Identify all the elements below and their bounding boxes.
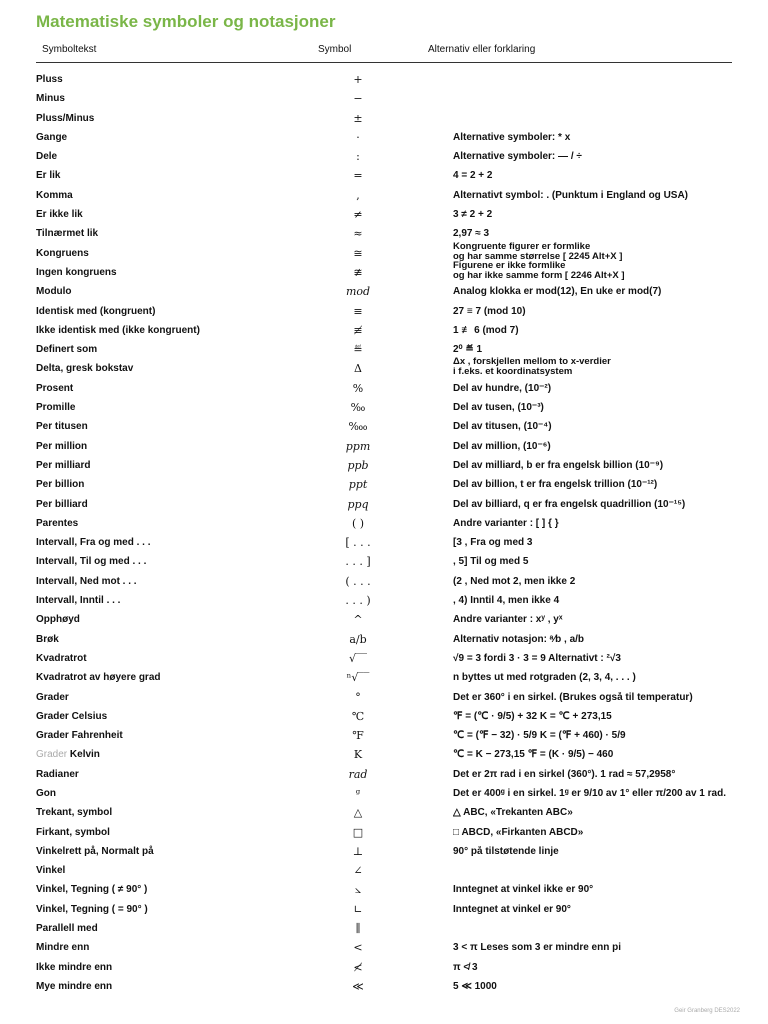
symbol-explanation: □ ABCD, «Firkanten ABCD» [453, 826, 584, 838]
symbol-glyph: ppm [345, 439, 371, 453]
symbol-glyph: △ [353, 806, 363, 820]
table-row [0, 322, 768, 341]
symbol-explanation: 5 ≪ 1000 [453, 980, 497, 992]
symbol-name: Kongruens [36, 247, 89, 259]
symbol-name: Ikke mindre enn [36, 961, 113, 973]
footer-credit: Geir Granberg DES2022 [674, 1008, 740, 1014]
symbol-name: Per milliard [36, 459, 91, 471]
symbol-explanation: Analog klokka er mod(12), En uke er mod(7) [453, 286, 662, 298]
symbol-glyph: ⦣ [354, 883, 362, 897]
symbol-name: Ikke identisk med (ikke kongruent) [36, 324, 200, 336]
symbol-glyph: % [352, 381, 364, 395]
symbol-name: Brøk [36, 633, 59, 645]
symbol-explanation: 1 ≢ 6 (mod 7) [453, 324, 519, 336]
symbol-name: Delta, gresk bokstav [36, 363, 134, 375]
symbol-explanation: Del av billion, t er fra engelsk trillion (10⁻¹²) [453, 479, 658, 491]
table-row [0, 669, 768, 688]
table-row [0, 843, 768, 862]
symbol-name: Grader Fahrenheit [36, 730, 123, 742]
symbol-explanation: Del av titusen, (10⁻⁴) [453, 421, 552, 433]
symbol-name: Trekant, symbol [36, 807, 113, 819]
symbol-name: Per billion [36, 479, 85, 491]
symbol-glyph: ppq [347, 497, 369, 511]
table-row [0, 939, 768, 958]
symbol-glyph: ( . . . [345, 574, 371, 588]
table-header [0, 40, 768, 62]
table-row [0, 631, 768, 650]
symbol-explanation: 2⁰ ≝ 1 [453, 344, 483, 356]
symbol-glyph: ≈ [353, 227, 363, 241]
symbol-explanation: Andre varianter : xʸ , yˣ [453, 614, 563, 626]
symbol-name: Grader Celsius [36, 710, 108, 722]
symbol-explanation: 3 ≠ 2 + 2 [453, 209, 493, 221]
symbol-glyph: rad [348, 767, 368, 781]
symbol-glyph: ‱ [348, 420, 368, 434]
symbol-glyph: ≅ [353, 246, 363, 260]
symbol-glyph: ‰ [350, 401, 366, 415]
symbol-explanation: Alternative symboler: — / ÷ [453, 151, 582, 163]
symbol-explanation: Andre varianter : [ ] { } [453, 517, 559, 529]
symbol-explanation: Del av tusen, (10⁻³) [453, 402, 544, 414]
symbol-explanation: Alternativ notasjon: ᵃ⁄b , a/b [453, 633, 585, 645]
symbol-glyph: ≪ [352, 979, 364, 993]
symbol-glyph: ∟ [353, 902, 363, 916]
table-row [0, 611, 768, 630]
symbol-name: Mindre enn [36, 942, 90, 954]
table-row [0, 187, 768, 206]
symbol-explanation: 3 < π Leses som 3 er mindre enn pi [453, 942, 621, 954]
symbol-explanation: Det er 360° i en sirkel. (Brukes også til temperatur) [453, 691, 693, 703]
table-row [0, 534, 768, 553]
table-row [0, 283, 768, 302]
symbol-glyph: + [353, 73, 363, 86]
symbol-glyph: − [353, 92, 363, 106]
table-row [0, 766, 768, 785]
table-row [0, 476, 768, 495]
table-row [0, 959, 768, 978]
symbol-glyph: , [356, 188, 360, 202]
header-divider [36, 62, 732, 63]
symbol-explanation: Del av billiard, q er fra engelsk quadrillion (10⁻¹⁵) [453, 498, 686, 510]
symbol-glyph: ∥ [355, 922, 361, 936]
symbol-name: Parallell med [36, 923, 98, 935]
table-row [0, 785, 768, 804]
table-row [0, 727, 768, 746]
symbol-glyph: a/b [349, 632, 367, 646]
symbol-explanation: △ ABC, «Trekanten ABC» [453, 807, 573, 819]
table-row [0, 592, 768, 611]
symbol-explanation: Del av hundre, (10⁻²) [453, 382, 552, 394]
symbol-glyph: ≮ [353, 960, 363, 974]
symbol-explanation: Δx , forskjellen mellom to x-verdier i f.eks. et koordinatsystem [453, 357, 611, 378]
symbol-name: Er lik [36, 170, 61, 182]
symbol-glyph: ≡ [353, 304, 363, 318]
table-row [0, 978, 768, 997]
table-row [0, 515, 768, 534]
symbol-explanation: (2 , Ned mot 2, men ikke 2 [453, 575, 576, 587]
symbol-name: Vinkelrett på, Normalt på [36, 845, 154, 857]
table-row [0, 804, 768, 823]
table-row [0, 399, 768, 418]
symbol-explanation: [3 , Fra og med 3 [453, 537, 533, 549]
symbol-explanation: Alternative symboler: * x [453, 131, 571, 143]
table-row [0, 303, 768, 322]
symbol-explanation: Inntegnet at vinkel ikke er 90° [453, 884, 594, 896]
symbol-glyph: mod [345, 285, 371, 299]
symbol-explanation: 2,97 ≈ 3 [453, 228, 490, 240]
symbol-explanation: ℃ = K − 273,15 ℉ = (K · 9/5) − 460 [453, 749, 614, 761]
symbol-glyph: [ . . . [345, 536, 371, 550]
symbol-name: Gange [36, 131, 68, 143]
symbol-glyph: < [353, 941, 363, 955]
symbol-explanation: Kongruente figurer er formlike og har samme størrelse [ 2245 Alt+X ] [453, 241, 623, 262]
symbol-glyph: ∠ [353, 864, 363, 878]
table-row [0, 573, 768, 592]
symbol-explanation: √9 = 3 fordi 3 · 3 = 9 Alternativt : ²√3 [453, 652, 621, 664]
symbol-name: Kvadratrot av høyere grad [36, 672, 161, 684]
table-row [0, 708, 768, 727]
table-row [0, 901, 768, 920]
table-row [0, 881, 768, 900]
table-row [0, 689, 768, 708]
symbol-name: Per titusen [36, 421, 88, 433]
symbol-glyph: · [356, 130, 360, 144]
table-row [0, 418, 768, 437]
symbol-name: Definert som [36, 344, 98, 356]
table-row [0, 496, 768, 515]
symbol-explanation: n byttes ut med rotgraden (2, 3, 4, . . . ) [453, 672, 636, 684]
table-row [0, 650, 768, 669]
symbol-glyph: ⊥ [352, 844, 364, 858]
symbol-name: Opphøyd [36, 614, 80, 626]
table-row [0, 206, 768, 225]
symbol-explanation: , 4) Inntil 4, men ikke 4 [453, 595, 560, 607]
table-row [0, 438, 768, 457]
symbol-name: Per million [36, 440, 88, 452]
symbol-name: Intervall, Ned mot . . . [36, 575, 137, 587]
symbol-name: Komma [36, 189, 73, 201]
symbol-explanation: π ≮ 3 [453, 961, 478, 973]
table-row [0, 746, 768, 765]
symbol-explanation: 4 = 2 + 2 [453, 170, 493, 182]
symbol-name: Grader Kelvin [36, 749, 100, 761]
symbol-glyph: ⁿ√‾‾ [346, 671, 370, 685]
symbol-glyph: √‾‾ [348, 651, 367, 665]
symbol-glyph: K [353, 748, 363, 762]
table-row [0, 457, 768, 476]
symbol-glyph: Δ [354, 362, 362, 376]
symbol-table [0, 71, 768, 997]
symbol-glyph: : [356, 150, 360, 164]
symbol-explanation: Det er 400ᵍ i en sirkel. 1ᵍ er 9/10 av 1° eller π/200 av 1 rad. [453, 787, 726, 799]
symbol-explanation: ℉ = (℃ · 9/5) + 32 K = ℃ + 273,15 [453, 710, 612, 722]
table-row [0, 260, 768, 283]
symbol-glyph: □ [352, 825, 364, 839]
symbol-name: Intervall, Inntil . . . [36, 595, 121, 607]
symbol-name: Identisk med (kongruent) [36, 305, 156, 317]
symbol-explanation: Del av milliard, b er fra engelsk billion (10⁻⁹) [453, 459, 664, 471]
page-title: Matematiske symboler og notasjoner [36, 12, 336, 31]
symbol-name: Kvadratrot [36, 652, 87, 664]
symbol-glyph: ℉ [352, 729, 364, 743]
symbol-name: Firkant, symbol [36, 826, 110, 838]
table-row [0, 824, 768, 843]
table-row [0, 129, 768, 148]
symbol-glyph: ( ) [351, 516, 365, 530]
symbol-name: Vinkel, Tegning ( ≠ 90° ) [36, 884, 148, 896]
table-row [0, 862, 768, 881]
symbol-glyph: ± [353, 111, 363, 125]
symbol-name: Modulo [36, 286, 72, 298]
table-row [0, 110, 768, 129]
symbol-name: Intervall, Fra og med . . . [36, 537, 151, 549]
symbol-name: Vinkel [36, 865, 66, 877]
symbol-glyph: ^ [353, 613, 363, 627]
table-row [0, 380, 768, 399]
table-row [0, 920, 768, 939]
table-row [0, 71, 768, 90]
symbol-glyph: ≇ [353, 265, 363, 279]
symbol-explanation: Det er 2π rad i en sirkel (360°). 1 rad ≈ 57,2958° [453, 768, 676, 780]
symbol-name: Dele [36, 151, 58, 163]
symbol-name: Gon [36, 787, 56, 799]
symbol-glyph: ≢ [353, 323, 363, 337]
symbol-glyph: ppb [347, 458, 369, 472]
symbol-explanation: 90° på tilstøtende linje [453, 845, 559, 857]
symbol-glyph: . . . ) [345, 594, 371, 608]
symbol-explanation: , 5] Til og med 5 [453, 556, 529, 568]
symbol-glyph: . . . ] [345, 555, 371, 569]
symbol-glyph: ≝ [353, 343, 363, 357]
symbol-name: Ingen kongruens [36, 266, 117, 278]
symbol-explanation: Figurene er ikke formlike og har ikke samme form [ 2246 Alt+X ] [453, 260, 625, 281]
symbol-name: Prosent [36, 382, 74, 394]
symbol-name: Intervall, Til og med . . . [36, 556, 147, 568]
header-symboltekst: Symboltekst [42, 44, 97, 55]
symbol-name: Vinkel, Tegning ( = 90° ) [36, 903, 148, 915]
symbol-glyph: ℃ [351, 709, 365, 723]
symbol-glyph: ≠ [353, 208, 363, 222]
symbol-explanation: ℃ = (℉ − 32) · 5/9 K = (℉ + 460) · 5/9 [453, 730, 626, 742]
symbol-name: Grader [36, 691, 69, 703]
symbol-name: Radianer [36, 768, 79, 780]
symbol-name: Tilnærmet lik [36, 228, 99, 240]
symbol-explanation: Alternativt symbol: . (Punktum i England og USA) [453, 189, 689, 201]
symbol-glyph: ᵍ [355, 786, 361, 800]
table-row [0, 90, 768, 109]
symbol-name: Pluss [36, 74, 63, 85]
symbol-glyph: = [353, 169, 363, 183]
table-row [0, 553, 768, 572]
symbol-name: Pluss/Minus [36, 112, 95, 124]
symbol-explanation: Inntegnet at vinkel er 90° [453, 903, 571, 915]
symbol-name: Mye mindre enn [36, 980, 113, 992]
symbol-name: Parentes [36, 517, 79, 529]
table-row [0, 148, 768, 167]
symbol-explanation: 27 ≡ 7 (mod 10) [453, 305, 526, 317]
symbol-name: Er ikke lik [36, 209, 83, 221]
symbol-glyph: ppt [348, 478, 368, 492]
symbol-explanation: Del av million, (10⁻⁶) [453, 440, 551, 452]
symbol-name: Per billiard [36, 498, 88, 510]
symbol-name: Minus [36, 93, 65, 105]
header-symbol: Symbol [318, 44, 352, 55]
symbol-glyph: ° [355, 690, 361, 704]
table-row [0, 167, 768, 186]
header-alternativ: Alternativ eller forklaring [428, 44, 536, 55]
table-row [0, 357, 768, 379]
symbol-name: Promille [36, 402, 76, 414]
